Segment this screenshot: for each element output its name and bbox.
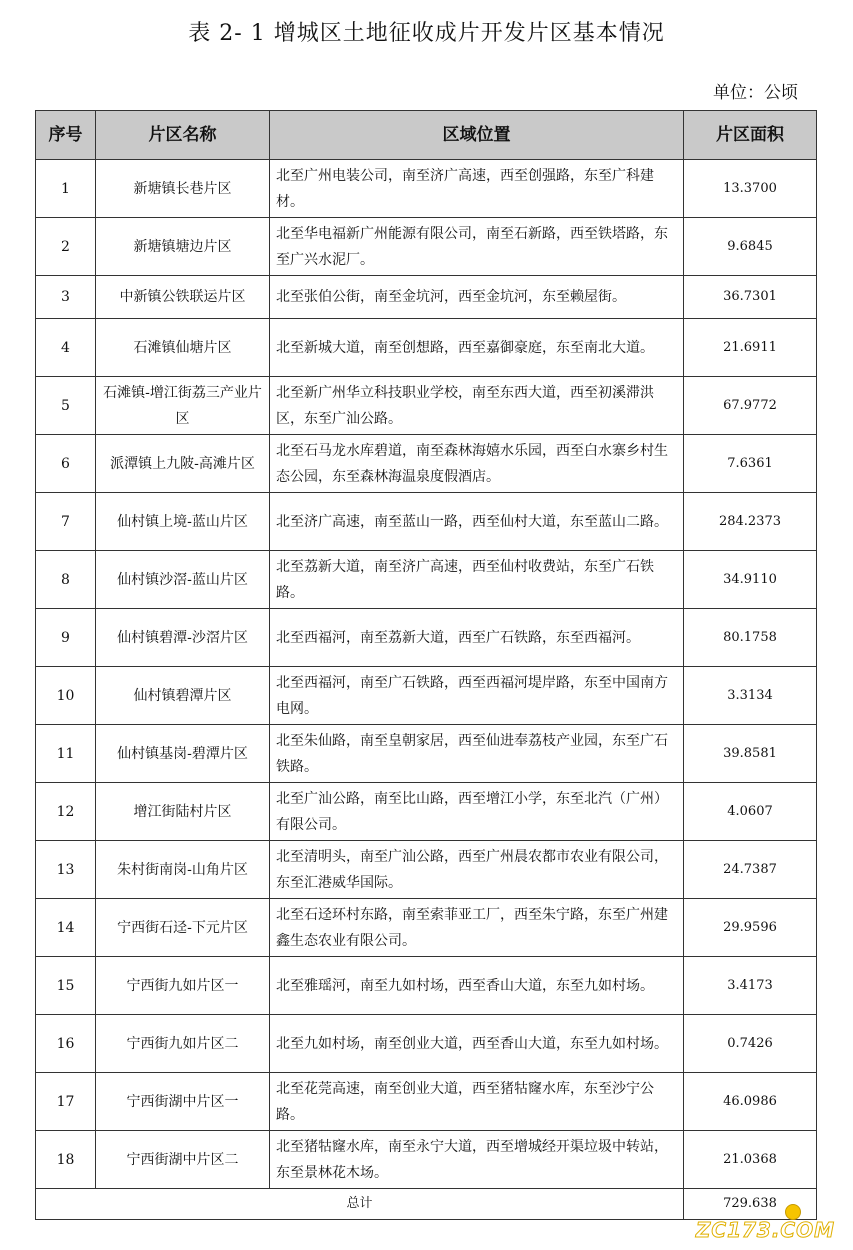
table-row (36, 899, 817, 957)
cell-no: 15 (36, 957, 96, 1015)
cell-name: 石滩镇-增江街荔三产业片区 (96, 377, 270, 435)
table-row (36, 957, 817, 1015)
cell-no: 17 (36, 1073, 96, 1131)
table-row (36, 725, 817, 783)
cell-area: 0.7426 (684, 1015, 817, 1073)
cell-no: 18 (36, 1131, 96, 1189)
cell-name: 宁西街湖中片区二 (96, 1131, 270, 1189)
cell-location: 北至张伯公街，南至金坑河，西至金坑河，东至赖屋街。 (270, 276, 684, 319)
cell-location: 北至新广州华立科技职业学校，南至东西大道，西至初溪滞洪区，东至广汕公路。 (270, 377, 684, 435)
cell-no: 6 (36, 435, 96, 493)
table-row (36, 435, 817, 493)
land-area-table (35, 110, 817, 1220)
cell-no: 16 (36, 1015, 96, 1073)
cell-location: 北至朱仙路，南至皇朝家居，西至仙进奉荔枝产业园，东至广石铁路。 (270, 725, 684, 783)
cell-name: 仙村镇碧潭-沙滘片区 (96, 609, 270, 667)
total-row (36, 1189, 817, 1220)
table-row (36, 551, 817, 609)
cell-area: 29.9596 (684, 899, 817, 957)
cell-location: 北至新城大道，南至创想路，西至嘉御豪庭，东至南北大道。 (270, 319, 684, 377)
cell-location: 北至花莞高速，南至创业大道，西至猪牯窿水库，东至沙宁公路。 (270, 1073, 684, 1131)
cell-area: 3.3134 (684, 667, 817, 725)
cell-location: 北至清明头，南至广汕公路，西至广州晨农都市农业有限公司，东至汇港威华国际。 (270, 841, 684, 899)
cell-name: 宁西街九如片区一 (96, 957, 270, 1015)
cell-location: 北至荔新大道，南至济广高速，西至仙村收费站，东至广石铁路。 (270, 551, 684, 609)
cell-location: 北至石马龙水库碧道，南至森林海嬉水乐园，西至白水寨乡村生态公园，东至森林海温泉度假酒店。 (270, 435, 684, 493)
cell-name: 仙村镇沙滘-蓝山片区 (96, 551, 270, 609)
cell-no: 13 (36, 841, 96, 899)
cell-area: 34.9110 (684, 551, 817, 609)
header-name: 片区名称 (96, 111, 270, 160)
table-row (36, 841, 817, 899)
cell-name: 朱村街南岗-山角片区 (96, 841, 270, 899)
table-row (36, 1131, 817, 1189)
cell-area: 36.7301 (684, 276, 817, 319)
cell-location: 北至西福河，南至荔新大道，西至广石铁路，东至西福河。 (270, 609, 684, 667)
total-label: 总计 (36, 1189, 684, 1220)
cell-name: 新塘镇长巷片区 (96, 160, 270, 218)
cell-no: 3 (36, 276, 96, 319)
cell-area: 21.6911 (684, 319, 817, 377)
cell-location: 北至猪牯窿水库，南至永宁大道，西至增城经开渠垃圾中转站，东至景林花木场。 (270, 1131, 684, 1189)
page-title: 表 2- 1 增城区土地征收成片开发片区基本情况 (188, 21, 665, 46)
header-area: 片区面积 (684, 111, 817, 160)
total-value: 729.638 (684, 1189, 817, 1220)
cell-name: 仙村镇上境-蓝山片区 (96, 493, 270, 551)
cell-area: 9.6845 (684, 218, 817, 276)
header-no: 序号 (36, 111, 96, 160)
cell-area: 4.0607 (684, 783, 817, 841)
cell-name: 仙村镇基岗-碧潭片区 (96, 725, 270, 783)
cell-no: 7 (36, 493, 96, 551)
cell-area: 24.7387 (684, 841, 817, 899)
table-row (36, 377, 817, 435)
cell-area: 284.2373 (684, 493, 817, 551)
cell-location: 北至九如村场，南至创业大道，西至香山大道，东至九如村场。 (270, 1015, 684, 1073)
cell-area: 39.8581 (684, 725, 817, 783)
cell-location: 北至华电福新广州能源有限公司，南至石新路，西至铁塔路，东至广兴水泥厂。 (270, 218, 684, 276)
cell-name: 中新镇公铁联运片区 (96, 276, 270, 319)
table-row (36, 493, 817, 551)
cell-name: 新塘镇塘边片区 (96, 218, 270, 276)
cell-name: 石滩镇仙塘片区 (96, 319, 270, 377)
cell-no: 8 (36, 551, 96, 609)
cell-name: 仙村镇碧潭片区 (96, 667, 270, 725)
cell-no: 5 (36, 377, 96, 435)
table-row (36, 1073, 817, 1131)
table-row (36, 783, 817, 841)
cell-area: 21.0368 (684, 1131, 817, 1189)
cell-name: 派潭镇上九陂-高滩片区 (96, 435, 270, 493)
cell-no: 12 (36, 783, 96, 841)
watermark: ZC173.COM (695, 1218, 835, 1242)
header-location: 区域位置 (270, 111, 684, 160)
cell-location: 北至石迳环村东路，南至索菲亚工厂，西至朱宁路，东至广州建鑫生态农业有限公司。 (270, 899, 684, 957)
cell-area: 80.1758 (684, 609, 817, 667)
cell-no: 11 (36, 725, 96, 783)
cell-location: 北至济广高速，南至蓝山一路，西至仙村大道，东至蓝山二路。 (270, 493, 684, 551)
cell-area: 3.4173 (684, 957, 817, 1015)
cell-no: 9 (36, 609, 96, 667)
cell-name: 宁西街湖中片区一 (96, 1073, 270, 1131)
unit-label: 单位：公顷 (713, 83, 798, 103)
table-row (36, 319, 817, 377)
table-row (36, 160, 817, 218)
table-row (36, 218, 817, 276)
cell-no: 10 (36, 667, 96, 725)
cell-name: 宁西街九如片区二 (96, 1015, 270, 1073)
table-header-row (36, 111, 817, 160)
cell-location: 北至广汕公路，南至比山路，西至增江小学，东至北汽（广州）有限公司。 (270, 783, 684, 841)
cell-no: 4 (36, 319, 96, 377)
cell-area: 13.3700 (684, 160, 817, 218)
table-row (36, 276, 817, 319)
table-row (36, 1015, 817, 1073)
cell-location: 北至西福河，南至广石铁路，西至西福河堤岸路，东至中国南方电网。 (270, 667, 684, 725)
cell-area: 46.0986 (684, 1073, 817, 1131)
cell-area: 67.9772 (684, 377, 817, 435)
cell-name: 宁西街石迳-下元片区 (96, 899, 270, 957)
cell-area: 7.6361 (684, 435, 817, 493)
cell-location: 北至广州电装公司，南至济广高速，西至创强路，东至广科建材。 (270, 160, 684, 218)
cell-location: 北至雅瑶河，南至九如村场，西至香山大道，东至九如村场。 (270, 957, 684, 1015)
table-row (36, 609, 817, 667)
cell-no: 2 (36, 218, 96, 276)
cell-no: 1 (36, 160, 96, 218)
cell-name: 增江街陆村片区 (96, 783, 270, 841)
cell-no: 14 (36, 899, 96, 957)
table-row (36, 667, 817, 725)
